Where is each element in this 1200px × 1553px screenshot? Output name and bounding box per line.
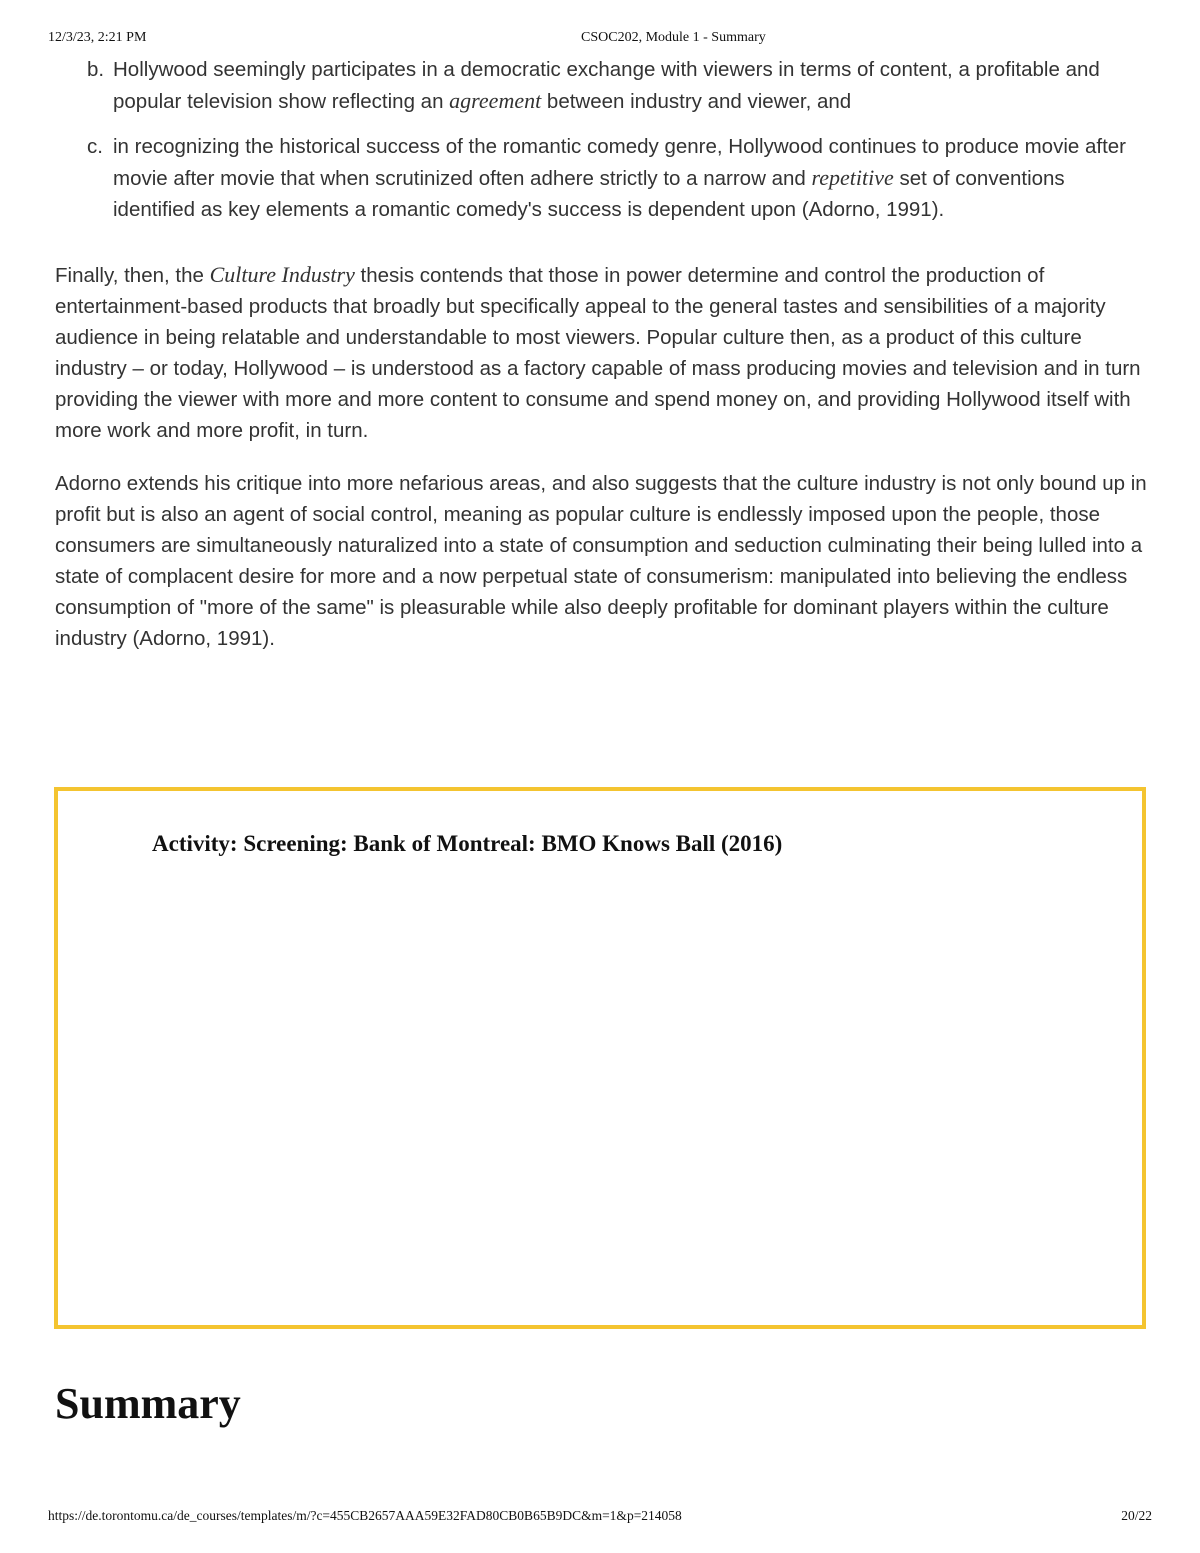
page-number: 20/22 — [1121, 1508, 1152, 1523]
print-footer — [48, 1508, 1152, 1526]
list-text: Hollywood seemingly participates in a democratic exchange with viewers in terms of content, a profitable and popular television show reflecting an — [113, 58, 1100, 113]
print-page-title: CSOC202, Module 1 - Summary — [581, 30, 766, 45]
list-text: between industry and viewer, and — [541, 90, 852, 113]
print-header — [48, 30, 1152, 48]
page-url: https://de.torontomu.ca/de_courses/templates/m/?c=455CB2657AAA59E32FAD80CB0B65B9DC&m=1&p=214058 — [48, 1508, 682, 1523]
list-text: set of conventions identified as key elements a romantic comedy's success is dependent upon (Adorno, 1991). — [113, 167, 1065, 221]
paragraph-culture-industry — [55, 259, 1150, 446]
summary-heading: Summary — [55, 1379, 241, 1428]
paragraph-text: Finally, then, the — [55, 264, 210, 287]
list-marker: b. — [87, 58, 105, 81]
list-marker: c. — [87, 135, 103, 158]
emphasis-agreement: agreement — [449, 88, 542, 113]
sub-list — [55, 54, 1150, 225]
list-text: in recognizing the historical success of the romantic comedy genre, Hollywood continues to produce movie after movie after movie that when scrutinized often adhere strictly to a narrow and — [113, 135, 1126, 190]
print-date: 12/3/23, 2:21 PM — [48, 30, 147, 45]
list-item-c — [55, 131, 1150, 225]
list-item-b — [55, 54, 1150, 117]
paragraph-adorno-critique: Adorno extends his critique into more nefarious areas, and also suggests that the culture industry is not only bound up in profit but is also an agent of social control, meaning as popular culture is endlessly imposed upon the people, those consumers are simultaneously naturalized into a state of consumption and seduction culminating their being lulled into a state of complacent desire for more and a now perpetual state of consumerism: manipulated into believing the endless consumption of "more of the same" is pleasurable while also deeply profitable for dominant players within the culture industry (Adorno, 1991). — [55, 472, 1147, 650]
activity-title: Activity: Screening: Bank of Montreal: BMO Knows Ball (2016) — [152, 831, 783, 856]
emphasis-culture-industry: Culture Industry — [209, 262, 355, 287]
activity-box — [54, 787, 1146, 1329]
module-content — [55, 54, 1150, 654]
emphasis-repetitive: repetitive — [811, 165, 894, 190]
paragraph-text: thesis contends that those in power determine and control the production of entertainment-based products that broadly but specifically appeal to the general tastes and sensibilities of a majority audience in being relatable and understandable to most viewers. Popular culture then, as a product of this culture industry – or today, Hollywood – is understood as a factory capable of mass producing movies and television and in turn providing the viewer with more and more content to consume and spend money on, and providing Hollywood itself with more work and more profit, in turn. — [55, 264, 1141, 442]
